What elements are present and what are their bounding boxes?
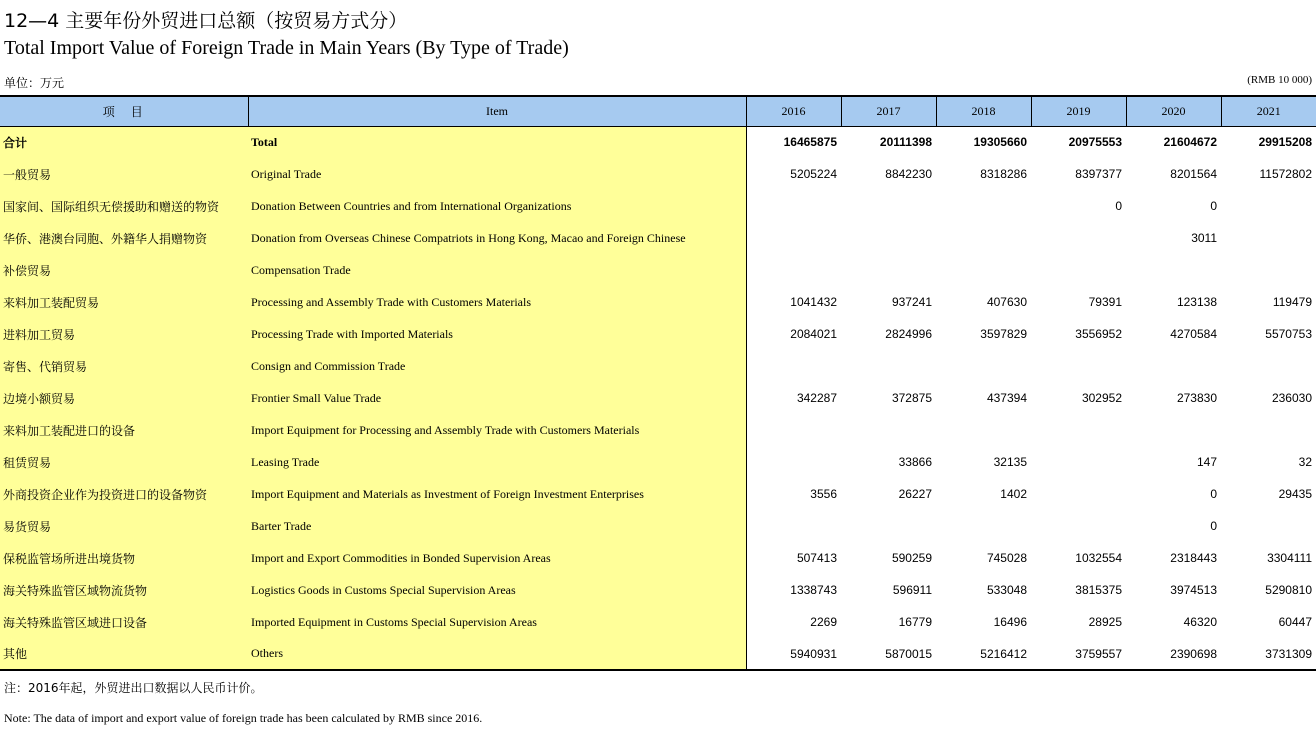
value-cell: 437394 — [986, 391, 1027, 405]
value-cell: 0 — [1210, 487, 1217, 501]
value-cell: 745028 — [986, 551, 1027, 565]
value-cell: 1402 — [1000, 487, 1027, 501]
row-label-en: Import Equipment for Processing and Assembly Trade with Customers Materials — [248, 414, 746, 446]
value-cell: 5940931 — [746, 638, 841, 670]
value-cell — [936, 414, 1031, 446]
value-cell: 29915208 — [1258, 135, 1312, 150]
value-cell: 3011 — [1191, 231, 1217, 245]
value-cell — [841, 254, 936, 286]
value-cell: 3597829 — [980, 327, 1027, 341]
value-cell: 16779 — [898, 615, 932, 629]
row-label-cn: 保税监管场所进出境货物 — [0, 542, 248, 574]
page-title-en: Total Import Value of Foreign Trade in Main Years (By Type of Trade) — [4, 37, 569, 59]
table-row — [0, 222, 1316, 254]
row-label-en: Consign and Commission Trade — [248, 350, 746, 382]
value-cell — [746, 510, 841, 542]
value-cell — [936, 190, 1031, 222]
value-cell: 26227 — [898, 487, 932, 501]
row-label-cn: 外商投资企业作为投资进口的设备物资 — [0, 478, 248, 510]
row-label-cn: 来料加工装配贸易 — [0, 286, 248, 318]
value-cell — [1221, 350, 1316, 382]
table-row — [0, 510, 1316, 542]
value-cell — [1031, 478, 1126, 510]
value-cell: 119479 — [1272, 295, 1312, 309]
value-cell: 372875 — [891, 391, 932, 405]
value-cell — [841, 510, 936, 542]
value-cell: 8201564 — [1170, 167, 1217, 181]
table-row — [0, 446, 1316, 478]
value-cell: 590259 — [891, 551, 932, 565]
table-row — [0, 286, 1316, 318]
value-cell: 21604672 — [1163, 135, 1217, 150]
row-label-cn: 合计 — [0, 126, 248, 158]
row-label-cn: 补偿贸易 — [0, 254, 248, 286]
value-cell: 1338743 — [746, 574, 841, 606]
value-cell: 33866 — [898, 455, 932, 469]
value-cell: 2390698 — [1126, 638, 1221, 670]
value-cell — [936, 222, 1031, 254]
value-cell: 5205224 — [746, 158, 841, 190]
value-cell: 60447 — [1278, 615, 1312, 629]
value-cell: 147 — [1196, 455, 1217, 469]
value-cell: 16465875 — [746, 126, 841, 158]
value-cell: 3759557 — [1031, 638, 1126, 670]
value-cell: 0 — [1210, 519, 1217, 533]
value-cell: 0 — [1210, 199, 1217, 213]
header-year: 2020 — [1126, 96, 1221, 126]
value-cell: 11572802 — [1259, 167, 1312, 181]
unit-label-cn: 单位：万元 — [4, 76, 65, 90]
header-year: 2016 — [746, 96, 841, 126]
value-cell — [1031, 446, 1126, 478]
value-cell: 236030 — [1271, 391, 1312, 405]
row-label-cn: 来料加工装配进口的设备 — [0, 414, 248, 446]
row-label-en: Donation from Overseas Chinese Compatriots in Hong Kong, Macao and Foreign Chinese — [248, 222, 746, 254]
value-cell: 20975553 — [1068, 135, 1122, 150]
table-row — [0, 542, 1316, 574]
header-item-en: Item — [248, 96, 746, 126]
row-label-cn: 海关特殊监管区域物流货物 — [0, 574, 248, 606]
value-cell — [1126, 350, 1221, 382]
value-cell: 32135 — [993, 455, 1027, 469]
value-cell — [841, 222, 936, 254]
value-cell — [841, 190, 936, 222]
value-cell: 3556 — [746, 478, 841, 510]
value-cell: 3304111 — [1267, 551, 1312, 565]
value-cell — [1221, 254, 1316, 286]
row-label-en: Compensation Trade — [248, 254, 746, 286]
value-cell: 2318443 — [1170, 551, 1217, 565]
row-label-en: Total — [248, 126, 746, 158]
table-row — [0, 190, 1316, 222]
value-cell: 407630 — [986, 295, 1027, 309]
table-row — [0, 254, 1316, 286]
value-cell — [936, 510, 1031, 542]
value-cell: 273830 — [1176, 391, 1217, 405]
row-label-en: Leasing Trade — [248, 446, 746, 478]
row-label-en: Original Trade — [248, 158, 746, 190]
table-row — [0, 350, 1316, 382]
value-cell — [1031, 254, 1126, 286]
table-row — [0, 606, 1316, 638]
value-cell: 20111398 — [879, 135, 932, 150]
table-row — [0, 638, 1316, 670]
row-label-en: Import and Export Commodities in Bonded Supervision Areas — [248, 542, 746, 574]
row-label-cn: 进料加工贸易 — [0, 318, 248, 350]
value-cell: 8318286 — [980, 167, 1027, 181]
value-cell: 28925 — [1088, 615, 1122, 629]
value-cell — [1221, 190, 1316, 222]
value-cell: 533048 — [986, 583, 1027, 597]
table-row — [0, 478, 1316, 510]
value-cell: 4270584 — [1170, 327, 1217, 341]
table-row — [0, 318, 1316, 350]
value-cell — [1126, 254, 1221, 286]
value-cell: 302952 — [1081, 391, 1122, 405]
value-cell — [1031, 222, 1126, 254]
value-cell: 29435 — [1278, 487, 1312, 501]
footnote-en: Note: The data of import and export value of foreign trade has been calculated by RMB since 2016. — [4, 711, 483, 725]
value-cell — [746, 254, 841, 286]
row-label-en: Barter Trade — [248, 510, 746, 542]
value-cell — [746, 222, 841, 254]
import-value-table — [0, 95, 1316, 671]
value-cell: 2084021 — [746, 318, 841, 350]
row-label-cn: 寄售、代销贸易 — [0, 350, 248, 382]
value-cell: 596911 — [892, 583, 932, 597]
value-cell: 46320 — [1183, 615, 1217, 629]
page-title-cn: 12—4 主要年份外贸进口总额（按贸易方式分） — [4, 10, 408, 32]
row-label-en: Donation Between Countries and from International Organizations — [248, 190, 746, 222]
value-cell: 5870015 — [841, 638, 936, 670]
value-cell: 2269 — [746, 606, 841, 638]
value-cell: 8397377 — [1075, 167, 1122, 181]
table-row — [0, 126, 1316, 158]
row-label-en: Processing Trade with Imported Materials — [248, 318, 746, 350]
value-cell: 0 — [1115, 199, 1122, 213]
value-cell — [746, 446, 841, 478]
row-label-cn: 海关特殊监管区域进口设备 — [0, 606, 248, 638]
row-label-cn: 边境小额贸易 — [0, 382, 248, 414]
value-cell: 2824996 — [885, 327, 932, 341]
value-cell: 5290810 — [1265, 583, 1312, 597]
value-cell: 19305660 — [973, 135, 1027, 150]
value-cell — [746, 414, 841, 446]
row-label-cn: 其他 — [0, 638, 248, 670]
row-label-en: Others — [248, 638, 746, 670]
row-label-en: Imported Equipment in Customs Special Supervision Areas — [248, 606, 746, 638]
value-cell — [841, 350, 936, 382]
value-cell: 8842230 — [885, 167, 932, 181]
row-label-cn: 租赁贸易 — [0, 446, 248, 478]
value-cell — [1221, 414, 1316, 446]
row-label-en: Frontier Small Value Trade — [248, 382, 746, 414]
value-cell: 1041432 — [746, 286, 841, 318]
header-year: 2019 — [1031, 96, 1126, 126]
value-cell — [1031, 510, 1126, 542]
value-cell: 5570753 — [1265, 327, 1312, 341]
header-year: 2021 — [1221, 96, 1316, 126]
value-cell — [1031, 350, 1126, 382]
value-cell — [746, 190, 841, 222]
row-label-cn: 易货贸易 — [0, 510, 248, 542]
value-cell: 3974513 — [1170, 583, 1217, 597]
value-cell — [1031, 414, 1126, 446]
table-row — [0, 382, 1316, 414]
row-label-en: Processing and Assembly Trade with Customers Materials — [248, 286, 746, 318]
value-cell: 123138 — [1176, 295, 1217, 309]
table-body — [0, 126, 1316, 670]
value-cell: 3731309 — [1221, 638, 1316, 670]
value-cell: 342287 — [746, 382, 841, 414]
table-row — [0, 414, 1316, 446]
table-header-row — [0, 96, 1316, 126]
value-cell: 32 — [1298, 455, 1312, 469]
table-row — [0, 158, 1316, 190]
value-cell: 937241 — [891, 295, 932, 309]
value-cell — [1221, 222, 1316, 254]
value-cell: 3556952 — [1075, 327, 1122, 341]
unit-label-en: (RMB 10 000) — [1247, 74, 1312, 86]
footnote-cn: 注：2016年起，外贸进出口数据以人民币计价。 — [4, 681, 263, 695]
row-label-en: Logistics Goods in Customs Special Supervision Areas — [248, 574, 746, 606]
value-cell — [746, 350, 841, 382]
value-cell: 79391 — [1088, 295, 1122, 309]
value-cell — [1221, 510, 1316, 542]
value-cell — [1126, 414, 1221, 446]
value-cell: 1032554 — [1075, 551, 1122, 565]
header-year: 2018 — [936, 96, 1031, 126]
row-label-cn: 一般贸易 — [0, 158, 248, 190]
row-label-cn: 国家间、国际组织无偿援助和赠送的物资 — [0, 190, 248, 222]
value-cell: 3815375 — [1075, 583, 1122, 597]
value-cell — [936, 254, 1031, 286]
value-cell: 16496 — [993, 615, 1027, 629]
table-row — [0, 574, 1316, 606]
row-label-cn: 华侨、港澳台同胞、外籍华人捐赠物资 — [0, 222, 248, 254]
header-item-cn: 项 目 — [0, 96, 248, 126]
row-label-en: Import Equipment and Materials as Investment of Foreign Investment Enterprises — [248, 478, 746, 510]
value-cell: 507413 — [746, 542, 841, 574]
value-cell — [841, 414, 936, 446]
value-cell — [936, 350, 1031, 382]
value-cell: 5216412 — [936, 638, 1031, 670]
header-year: 2017 — [841, 96, 936, 126]
